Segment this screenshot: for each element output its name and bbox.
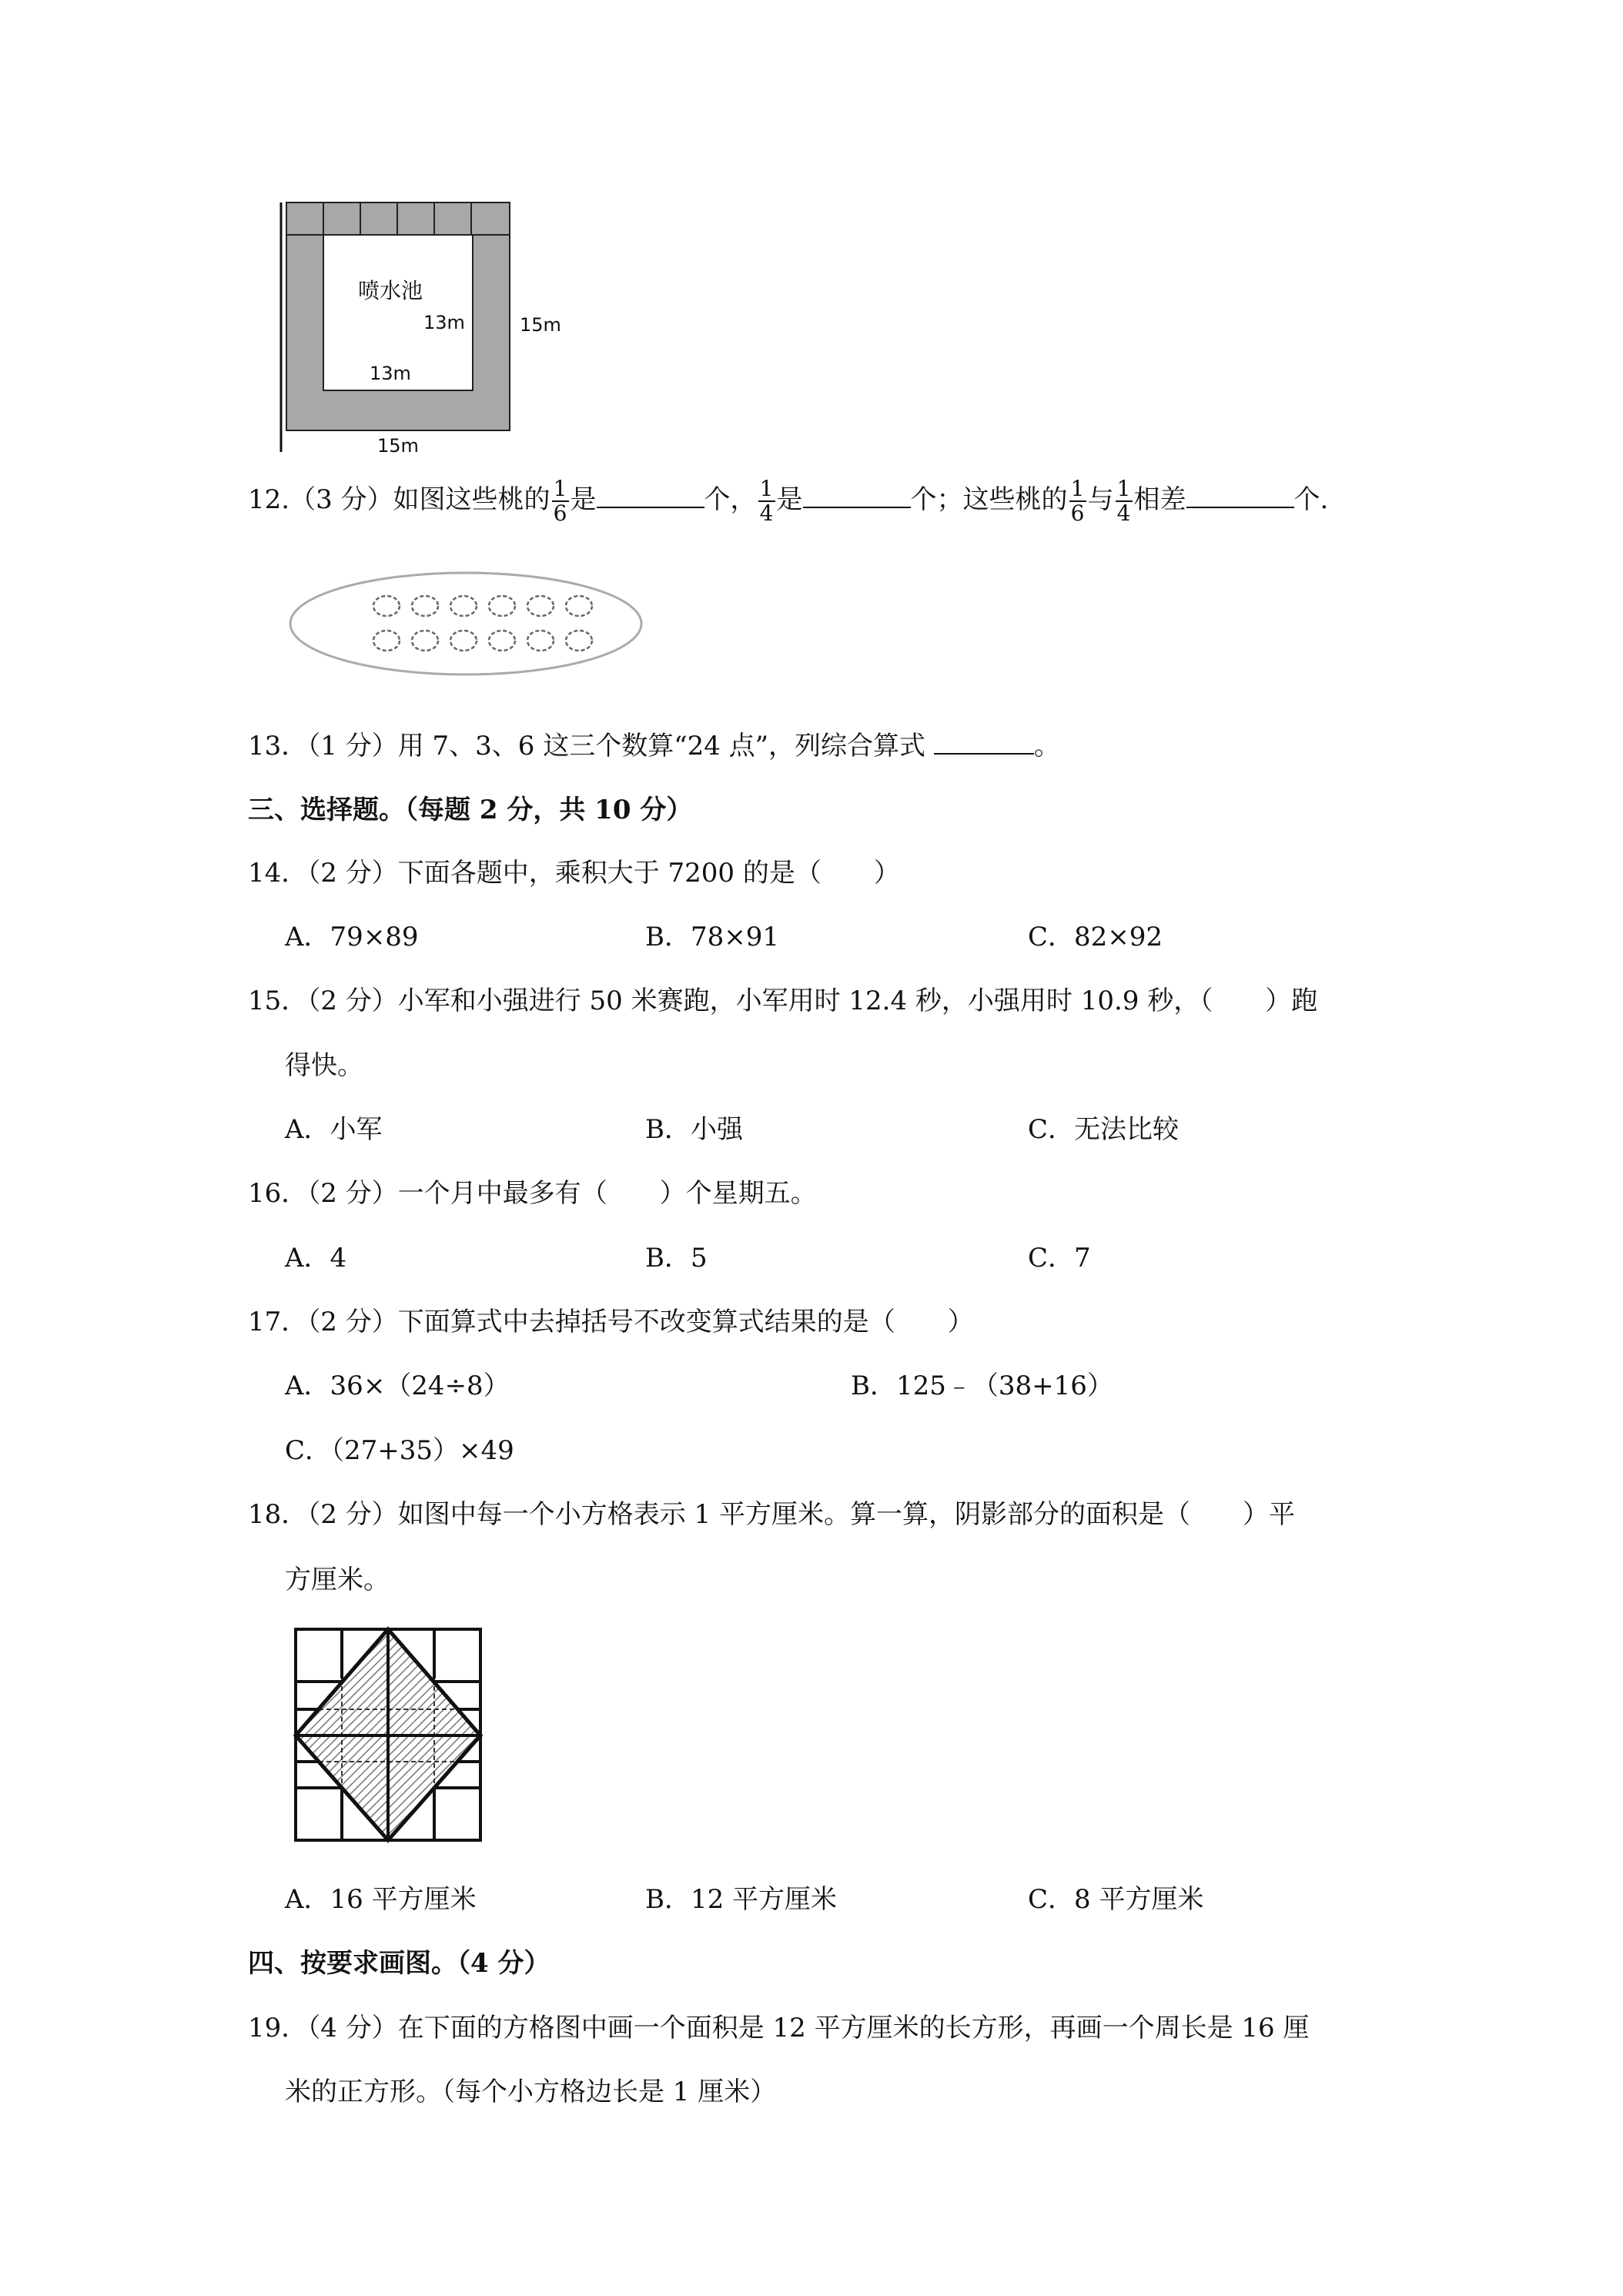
question-15-cont: 得快。 [285, 1050, 363, 1081]
peach-icon [527, 631, 554, 651]
peach-icon [527, 596, 554, 616]
pool-label: 喷水池 [358, 278, 423, 303]
peach-icon [489, 631, 515, 651]
peach-icon [489, 596, 515, 616]
q15-option-b[interactable]: B．小强 [645, 1114, 743, 1145]
shaded-grid-figure [293, 1625, 493, 1848]
question-19-cont: 米的正方形。（每个小方格边长是 1 厘米） [285, 2077, 777, 2107]
answer-blank[interactable] [934, 730, 1034, 755]
fraction-one-sixth: $\frac{1}{6}$ [1069, 477, 1086, 525]
q16-option-b[interactable]: B．5 [645, 1243, 708, 1274]
question-12: 12.（3 分）如图这些桃的 $\frac{1}{6}$ 是 个， $\frac{1}{4}$ 是 个；这些桃的 $\frac{1}{6}$ 与 $\frac{1}{4}$ 相差 个. [248, 476, 1329, 526]
question-16: 16．（2 分）一个月中最多有（ ）个星期五。 [248, 1178, 817, 1209]
peach-icon [373, 631, 400, 651]
fraction-one-quarter: $\frac{1}{4}$ [1116, 477, 1133, 525]
section-3-heading: 三、选择题。（每题 2 分，共 10 分） [248, 795, 693, 825]
question-13: 13．（1 分）用 7、3、6 这三个数算“24 点”，列综合算式 。 [248, 731, 1060, 761]
answer-blank[interactable] [803, 484, 911, 508]
peach-icon [566, 596, 592, 616]
section-4-heading: 四、按要求画图。（4 分） [248, 1948, 550, 1979]
pool-width-label: 13m [370, 363, 411, 384]
peach-icon [566, 631, 592, 651]
question-15: 15．（2 分）小军和小强进行 50 米赛跑，小军用时 12.4 秒，小强用时 10.9 秒，（ ）跑 [248, 986, 1318, 1016]
q16-option-a[interactable]: A．4 [285, 1243, 347, 1274]
q17-option-b[interactable]: B．125﹣（38+16） [851, 1371, 1113, 1401]
question-17: 17．（2 分）下面算式中去掉括号不改变算式结果的是（ ） [248, 1307, 974, 1337]
peach-plate-figure [281, 554, 651, 693]
q14-option-c[interactable]: C．82×92 [1028, 922, 1163, 952]
peach-icon [412, 596, 438, 616]
q14-option-a[interactable]: A．79×89 [285, 922, 419, 952]
question-18-cont: 方厘米。 [285, 1565, 390, 1595]
question-19: 19．（4 分）在下面的方格图中画一个面积是 12 平方厘米的长方形，再画一个周长是 16 厘 [248, 2013, 1310, 2043]
fountain-pool-figure [277, 196, 570, 458]
q16-option-c[interactable]: C．7 [1028, 1243, 1091, 1274]
peach-icon [450, 631, 477, 651]
q18-option-c[interactable]: C．8 平方厘米 [1028, 1884, 1204, 1915]
q14-option-b[interactable]: B．78×91 [645, 922, 780, 952]
question-14: 14．（2 分）下面各题中，乘积大于 7200 的是（ ） [248, 858, 900, 889]
q18-option-b[interactable]: B．12 平方厘米 [645, 1884, 838, 1915]
pool-height-label: 13m [423, 312, 465, 333]
outer-height-label: 15m [520, 314, 561, 336]
question-18: 18．（2 分）如图中每一个小方格表示 1 平方厘米。算一算，阴影部分的面积是（ ）平 [248, 1499, 1295, 1530]
outer-width-label: 15m [377, 435, 419, 457]
answer-blank[interactable] [597, 484, 704, 508]
q17-option-c[interactable]: C．（27+35）×49 [285, 1435, 514, 1466]
fraction-one-quarter: $\frac{1}{4}$ [758, 477, 775, 525]
q17-option-a[interactable]: A．36×（24÷8） [285, 1371, 510, 1401]
plate-icon [290, 573, 641, 674]
q18-option-a[interactable]: A．16 平方厘米 [285, 1884, 477, 1915]
q15-option-c[interactable]: C．无法比较 [1028, 1114, 1180, 1145]
fraction-one-sixth: $\frac{1}{6}$ [552, 477, 569, 525]
q15-option-a[interactable]: A．小军 [285, 1114, 383, 1145]
peach-icon [450, 596, 477, 616]
answer-blank[interactable] [1186, 484, 1294, 508]
peach-icon [373, 596, 400, 616]
peach-icon [412, 631, 438, 651]
